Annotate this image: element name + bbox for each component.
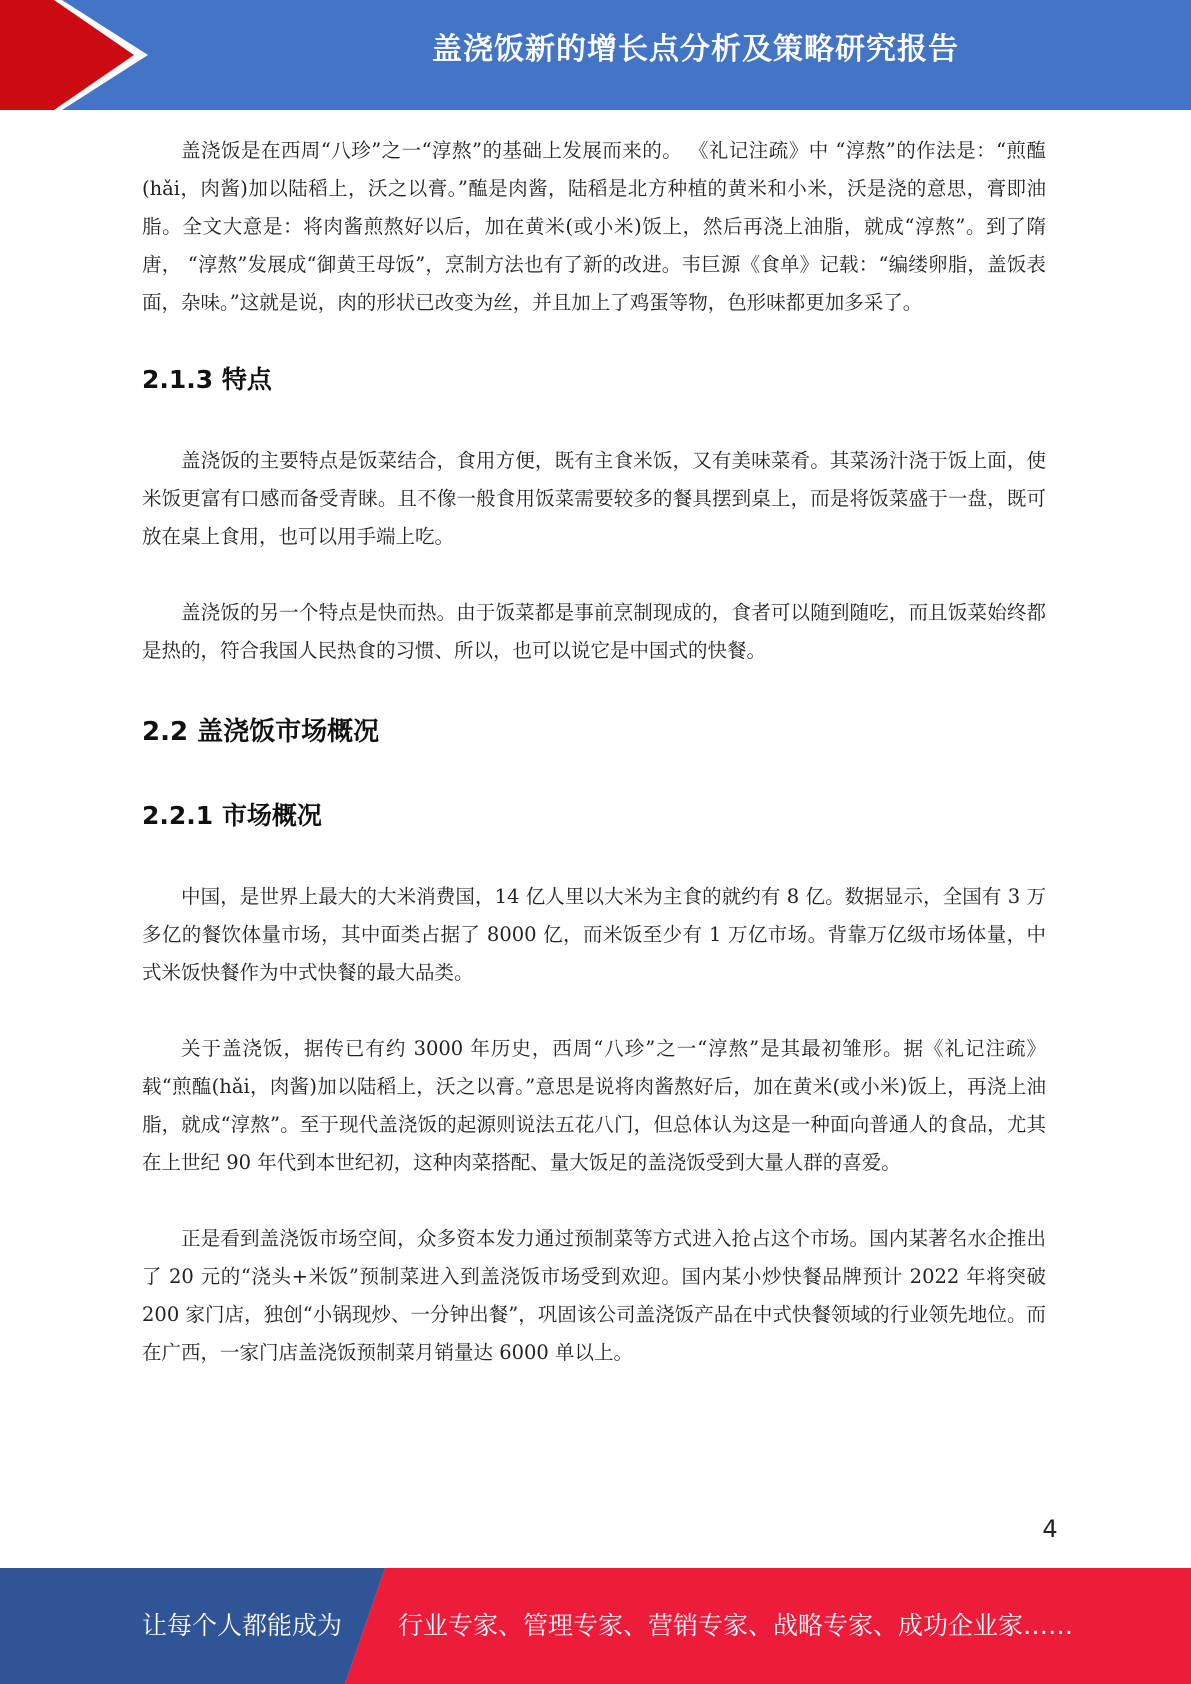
page-footer — [0, 1568, 1191, 1684]
section-heading-2-2: 2.2 盖浇饭市场概况 — [142, 717, 380, 747]
section-heading-2-2-1: 2.2.1 市场概况 — [142, 801, 322, 830]
footer-slogan-left: 让每个人都能成为 — [142, 1611, 343, 1640]
paragraph-origin: 盖浇饭是在西周“八珍”之一“淳熬”的基础上发展而来的。 《礼记注疏》中 “淳熬”的作法是：“煎醢(hǎi，肉酱)加以陆稻上，沃之以膏。”醢是肉酱，陆稻是北方种植的黄米和小米，沃是浇的意思，膏即油脂。全文大意是：将肉酱煎熬好以后，加在黄米(或小米)饭上，然后再浇上油脂，就成“淳熬”。到了隋唐， “淳熬”发展成“御黄王母饭”，烹制方法也有了新的改进。韦巨源《食单》记载：“编缕卵脂，盖饭表面，杂味。”这就是说，肉的形状已改变为丝，并且加上了鸡蛋等物，色形味都更加多采了。 — [142, 139, 1046, 314]
paragraph-market-1: 中国，是世界上最大的大米消费国，14 亿人里以大米为主食的就约有 8 亿。数据显示，全国有 3 万多亿的餐饮体量市场，其中面类占据了 8000 亿，而米饭至少有 1 万亿市场。背靠万亿级市场体量，中式米饭快餐作为中式快餐的最大品类。 — [142, 885, 1046, 984]
paragraph-market-2: 关于盖浇饭，据传已有约 3000 年历史，西周“八珍”之一“淳熬”是其最初雏形。据《礼记注疏》载“煎醢(hǎi，肉酱)加以陆稻上，沃之以膏。”意思是说将肉酱熬好后，加在黄米(或小米)饭上，再浇上油脂，就成“淳熬”。至于现代盖浇饭的起源则说法五花八门，但总体认为这是一种面向普通人的食品，尤其在上世纪 90 年代到本世纪初，这种肉菜搭配、量大饭足的盖浇饭受到大量人群的喜爱。 — [142, 1037, 1046, 1174]
footer-slogan-right: 行业专家、管理专家、营销专家、战略专家、成功企业家…… — [398, 1611, 1074, 1640]
paragraph-features-2: 盖浇饭的另一个特点是快而热。由于饭菜都是事前烹制现成的，食者可以随到随吃，而且饭菜始终都是热的，符合我国人民热食的习惯、所以，也可以说它是中国式的快餐。 — [142, 601, 1046, 662]
page-content — [142, 132, 1046, 1372]
report-title: 盖浇饭新的增长点分析及策略研究报告 — [432, 32, 959, 67]
page-header — [0, 0, 1191, 110]
header-arrow-graphic — [0, 0, 160, 110]
paragraph-market-3: 正是看到盖浇饭市场空间，众多资本发力通过预制菜等方式进入抢占这个市场。国内某著名水企推出了 20 元的“浇头+米饭”预制菜进入到盖浇饭市场受到欢迎。国内某小炒快餐品牌预计 2022 年将突破 200 家门店，独创“小锅现炒、一分钟出餐”，巩固该公司盖浇饭产品在中式快餐领域的行业领先地位。而在广西，一家门店盖浇饭预制菜月销量达 6000 单以上。 — [142, 1227, 1046, 1364]
page-number: 4 — [1042, 1515, 1058, 1543]
section-heading-2-1-3: 2.1.3 特点 — [142, 365, 272, 394]
paragraph-features-1: 盖浇饭的主要特点是饭菜结合，食用方便，既有主食米饭，又有美味菜肴。其菜汤汁浇于饭上面，使米饭更富有口感而备受青睐。且不像一般食用饭菜需要较多的餐具摆到桌上，而是将饭菜盛于一盘，既可放在桌上食用，也可以用手端上吃。 — [142, 449, 1046, 548]
